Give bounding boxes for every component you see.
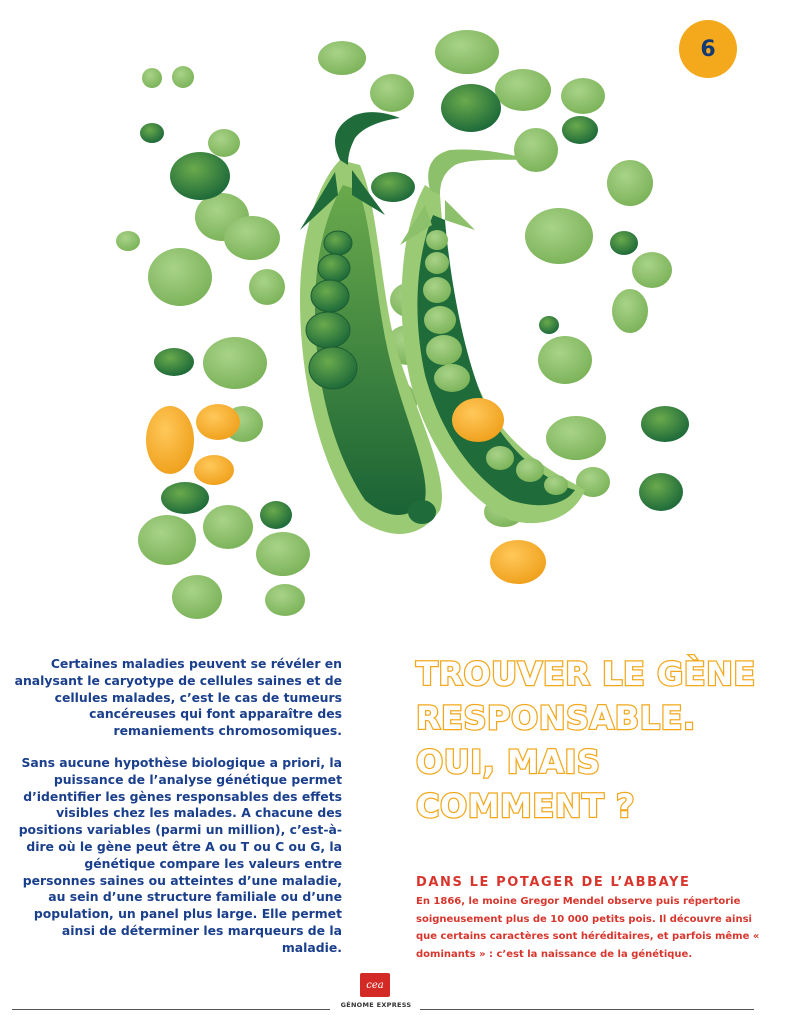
- intro-paragraph: Certaines maladies peuvent se révéler en analysant le caryotype de cellules saines et de cellules malades, c’est le cas de tumeurs cancéreuses qui font apparaître des remaniements chromosomiques.: [14, 656, 342, 739]
- sidebar-heading: DANS LE POTAGER DE L’ABBAYE: [416, 875, 691, 890]
- cea-logo: [360, 973, 390, 997]
- title-line-1: TROUVER LE GÈNE: [416, 655, 756, 693]
- footer-brand: GÉNOME EXPRESS: [340, 1001, 412, 1009]
- body-paragraph: Sans aucune hypothèse biologique a priori, la puissance de l’analyse génétique permet d’identifier les gènes responsables des effets visibles chez les malades. A chacune des positions variables (parmi un million), c’est-à-dire où le gène peut être A ou T ou C ou G, la génétique compare les valeurs entre personnes saines ou atteintes d’une maladie, au sein d’une structure familiale ou d’une population, un panel plus large. Elle permet ainsi de déterminer les marqueurs de la maladie.: [18, 754, 342, 955]
- cea-logo-text: cea: [366, 979, 384, 991]
- page-title: [416, 652, 776, 828]
- pea-pods-illustration: [100, 30, 710, 630]
- title-line-4: COMMENT ?: [416, 787, 636, 825]
- footer-divider-left: [12, 1009, 330, 1010]
- title-line-2: RESPONSABLE.: [416, 699, 696, 737]
- footer-divider-right: [420, 1009, 754, 1010]
- page-number: 6: [700, 36, 716, 62]
- sidebar-text: En 1866, le moine Gregor Mendel observe puis répertorie soigneusement plus de 10 000 petits pois. Il découvre ainsi que certains caractères sont héréditaires, et parfois même « dominants » : c’est la naissance de la génétique.: [416, 896, 760, 960]
- left-column-text: [10, 656, 342, 972]
- footer: [0, 970, 790, 1015]
- title-line-3: OUI, MAIS: [416, 743, 601, 781]
